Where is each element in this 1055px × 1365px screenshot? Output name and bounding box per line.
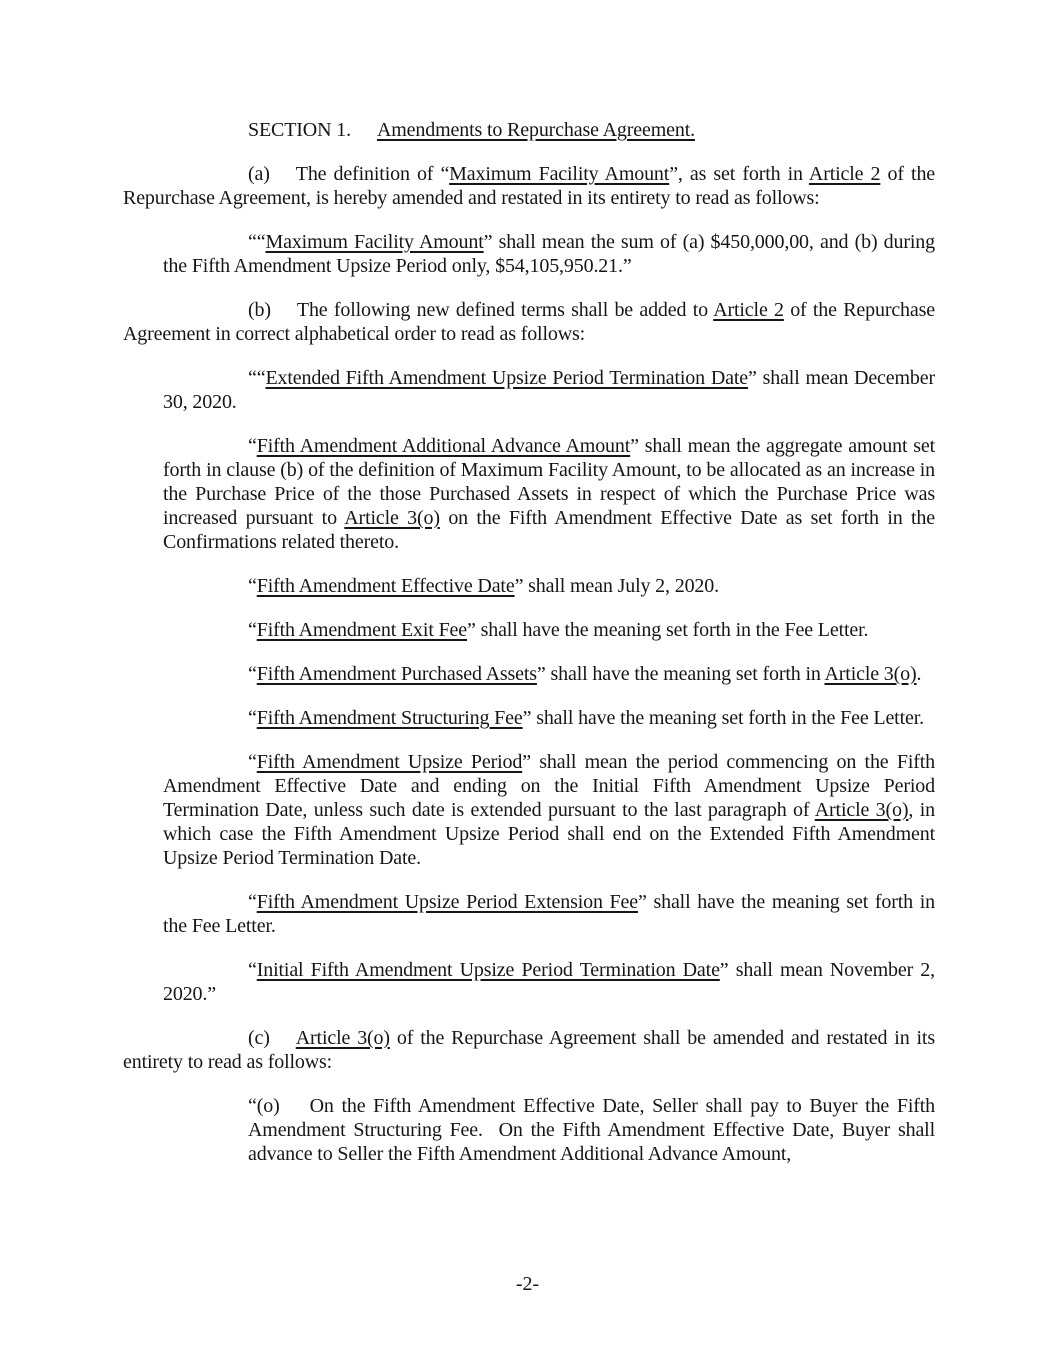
para-b (123, 298, 935, 346)
quote-extended-fifth-amendment-upsize-period-termination-date (163, 366, 935, 414)
text-run: ” shall have the meaning set forth in the Fee Letter. (522, 707, 924, 729)
text-run: of the Repurchase Agreement shall be amended and restated in its entirety to read as follows: (123, 1027, 935, 1073)
text-run: “ (248, 619, 257, 641)
text-run: on the Fifth Amendment Effective Date as set forth in the Confirmations related thereto. (163, 507, 935, 553)
quote-fifth-amendment-additional-advance-amount (163, 434, 935, 554)
underlined-term: Article 2 (808, 163, 881, 185)
text-run: ” shall mean July 2, 2020. (514, 575, 719, 597)
text-run: ““ (248, 231, 266, 253)
text-run: (a) (248, 163, 270, 185)
section-heading (123, 118, 935, 142)
text-run: The following new defined terms shall be added to (296, 299, 714, 321)
text-run: “ (248, 891, 257, 913)
quote-fifth-amendment-purchased-assets (163, 662, 935, 686)
quote-fifth-amendment-exit-fee (163, 618, 935, 642)
underlined-term: Fifth Amendment Exit Fee (256, 619, 468, 641)
text-run: ” shall have the meaning set forth in the Fee Letter. (467, 619, 869, 641)
underlined-term: Article 3(o) (344, 507, 440, 529)
quote-fifth-amendment-effective-date (163, 574, 935, 598)
text-run: of the Repurchase Agreement, is hereby amended and restated in its entirety to read as follows: (123, 163, 936, 209)
underlined-term: Fifth Amendment Upsize Period (256, 751, 523, 773)
text-run: ” shall mean the aggregate amount set forth in clause (b) of the definition of Maximum Facility Amount, to be allocated as an increase in the Purchase Price of the those Purchased Assets in respect of which the Purchase Price was increased pursuant to (163, 435, 935, 529)
quote-maximum-facility-amount (163, 230, 935, 278)
text-run: “ (248, 435, 257, 457)
text-run: “ (248, 751, 257, 773)
underlined-term: Maximum Facility Amount (449, 163, 670, 185)
quote-fifth-amendment-upsize-period (163, 750, 935, 870)
text-run: The definition of “ (295, 163, 450, 185)
page-number: -2- (515, 1273, 540, 1295)
text-run: of the Repurchase Agreement in correct alphabetical order to read as follows: (123, 299, 935, 345)
text-run: ” shall mean November 2, 2020.” (163, 959, 935, 1005)
para-c (123, 1026, 935, 1074)
text-run: ”, as set forth in (669, 163, 809, 185)
text-run: ” shall have the meaning set forth in (536, 663, 825, 685)
quote-article-3o (248, 1094, 935, 1166)
underlined-term: Fifth Amendment Effective Date (256, 575, 515, 597)
text-run: “ (248, 707, 257, 729)
quote-initial-fifth-amendment-upsize-period-termination-date (163, 958, 935, 1006)
text-run: “ (248, 575, 257, 597)
text-run: “ (248, 663, 257, 685)
text-run: (c) (248, 1027, 270, 1049)
underlined-term: Article 3(o) (295, 1027, 390, 1049)
quote-fifth-amendment-structuring-fee (163, 706, 935, 730)
underlined-term: Maximum Facility Amount (265, 231, 484, 253)
document-body (123, 118, 935, 1186)
underlined-term: Extended Fifth Amendment Upsize Period Termination Date (265, 367, 749, 389)
underlined-term: Fifth Amendment Purchased Assets (256, 663, 537, 685)
underlined-term: Article 3(o) (814, 799, 909, 821)
text-run: . (916, 663, 922, 685)
underlined-term: Amendments to Repurchase Agreement. (376, 119, 695, 141)
text-run: On the Fifth Amendment Effective Date, Seller shall pay to Buyer the Fifth Amendment Structuring Fee. On the Fifth Amendment Effective Date, Buyer shall advance to Seller the Fifth Amendment Additional Advance Amount, (248, 1095, 935, 1165)
underlined-term: Fifth Amendment Additional Advance Amount (256, 435, 631, 457)
underlined-term: Fifth Amendment Upsize Period Extension Fee (256, 891, 638, 913)
underlined-term: Initial Fifth Amendment Upsize Period Termination Date (256, 959, 720, 981)
text-run: ““ (248, 367, 266, 389)
text-run: ” shall mean the sum of (a) $450,000,00, and (b) during the Fifth Amendment Upsize Period only, $54,105,950.21.” (163, 231, 936, 277)
underlined-term: Article 2 (713, 299, 784, 321)
text-run: “(o) (248, 1095, 280, 1117)
text-run: (b) (248, 299, 271, 321)
text-run: “ (248, 959, 257, 981)
text-run: , in which case the Fifth Amendment Upsize Period shall end on the Extended Fifth Amendment Upsize Period Termination Date. (163, 799, 935, 869)
underlined-term: Fifth Amendment Structuring Fee (256, 707, 523, 729)
text-run: ” shall mean the period commencing on the Fifth Amendment Effective Date and ending on the Initial Fifth Amendment Upsize Period Termination Date, unless such date is extended pursuant to the last paragraph of (163, 751, 935, 821)
quote-fifth-amendment-upsize-period-extension-fee (163, 890, 935, 938)
underlined-term: Article 3(o) (824, 663, 917, 685)
para-a (123, 162, 935, 210)
text-run: ” shall have the meaning set forth in the Fee Letter. (163, 891, 935, 937)
text-run: ” shall mean December 30, 2020. (163, 367, 935, 413)
text-run: SECTION 1. (248, 119, 351, 141)
